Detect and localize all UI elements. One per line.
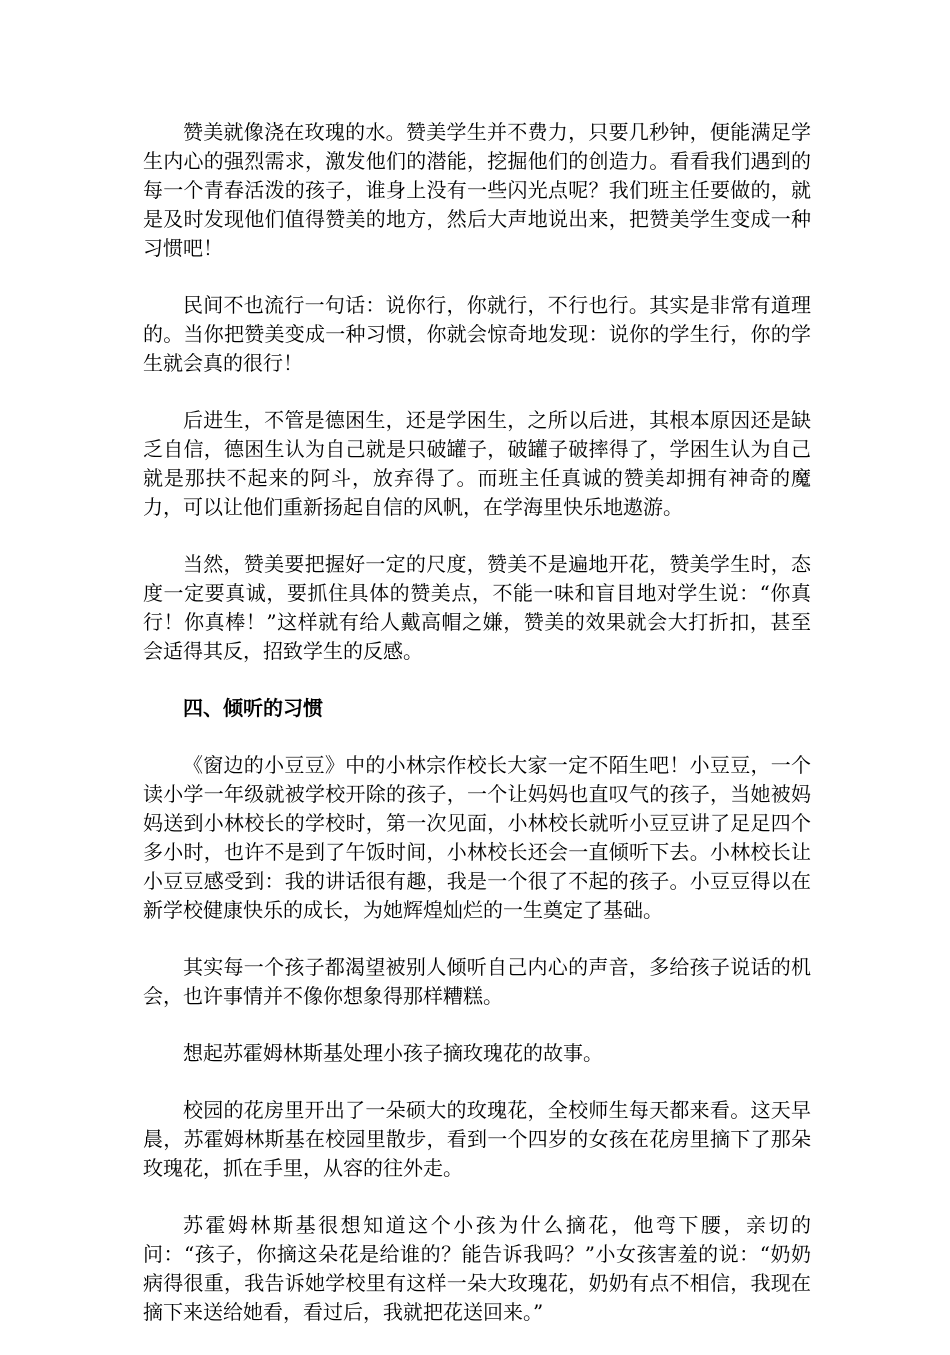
paragraph-praise-measure: 当然，赞美要把握好一定的尺度，赞美不是遍地开花，赞美学生时，态度一定要真诚，要抓住具体的赞美点，不能一味和盲目地对学生说：“你真行！你真棒！”这样就有给人戴高帽之嫌，赞美的效果就会大打折扣，甚至会适得其反，招致学生的反感。	[143, 552, 811, 663]
paragraph-praise-water: 赞美就像浇在玫瑰的水。赞美学生并不费力，只要几秒钟，便能满足学生内心的强烈需求，激发他们的潜能，挖掘他们的创造力。看看我们遇到的每一个青春活泼的孩子，谁身上没有一些闪光点呢？我们班主任要做的，就是及时发现他们值得赞美的地方，然后大声地说出来，把赞美学生变成一种习惯吧！	[143, 120, 811, 260]
paragraph-folk-saying: 民间不也流行一句话：说你行，你就行，不行也行。其实是非常有道理的。当你把赞美变成一种习惯，你就会惊奇地发现：说你的学生行，你的学生就会真的很行！	[143, 293, 811, 375]
paragraph-children-heard: 其实每一个孩子都渴望被别人倾听自己内心的声音，多给孩子说话的机会，也许事情并不像你想象得那样糟糕。	[143, 955, 811, 1008]
paragraph-girl-answer: 苏霍姆林斯基很想知道这个小孩为什么摘花，他弯下腰，亲切的问：“孩子，你摘这朵花是给谁的？能告诉我吗？”小女孩害羞的说：“奶奶病得很重，我告诉她学校里有这样一朵大玫瑰花，奶奶有点不相信，我现在摘下来送给她看，看过后，我就把花送回来。”	[143, 1213, 811, 1324]
paragraph-sukhomlinsky-intro: 想起苏霍姆林斯基处理小孩子摘玫瑰花的故事。	[183, 1041, 603, 1065]
paragraph-rose-garden: 校园的花房里开出了一朵硕大的玫瑰花，全校师生每天都来看。这天早晨，苏霍姆林斯基在校园里散步，看到一个四岁的女孩在花房里摘下了那朵玫瑰花，抓在手里，从容的往外走。	[143, 1098, 811, 1180]
paragraph-struggling-students: 后进生，不管是德困生，还是学困生，之所以后进，其根本原因还是缺乏自信，德困生认为自己就是只破罐子，破罐子破摔得了，学困生认为自己就是那扶不起来的阿斗，放弃得了。而班主任真诚的赞美却拥有神奇的魔力，可以让他们重新扬起自信的风帆，在学海里快乐地遨游。	[143, 408, 811, 519]
section-heading-listening: 四、倾听的习惯	[183, 696, 323, 720]
document-body	[143, 118, 811, 1355]
paragraph-totto-chan: 《窗边的小豆豆》中的小林宗作校长大家一定不陌生吧！小豆豆，一个读小学一年级就被学校开除的孩子，一个让妈妈也直叹气的孩子，当她被妈妈送到小林校长的学校时，第一次见面，小林校长就听小豆豆讲了足足四个多小时，也许不是到了午饭时间，小林校长还会一直倾听下去。小林校长让小豆豆感受到：我的讲话很有趣，我是一个很了不起的孩子。小豆豆得以在新学校健康快乐的成长，为她辉煌灿烂的一生奠定了基础。	[143, 753, 811, 922]
